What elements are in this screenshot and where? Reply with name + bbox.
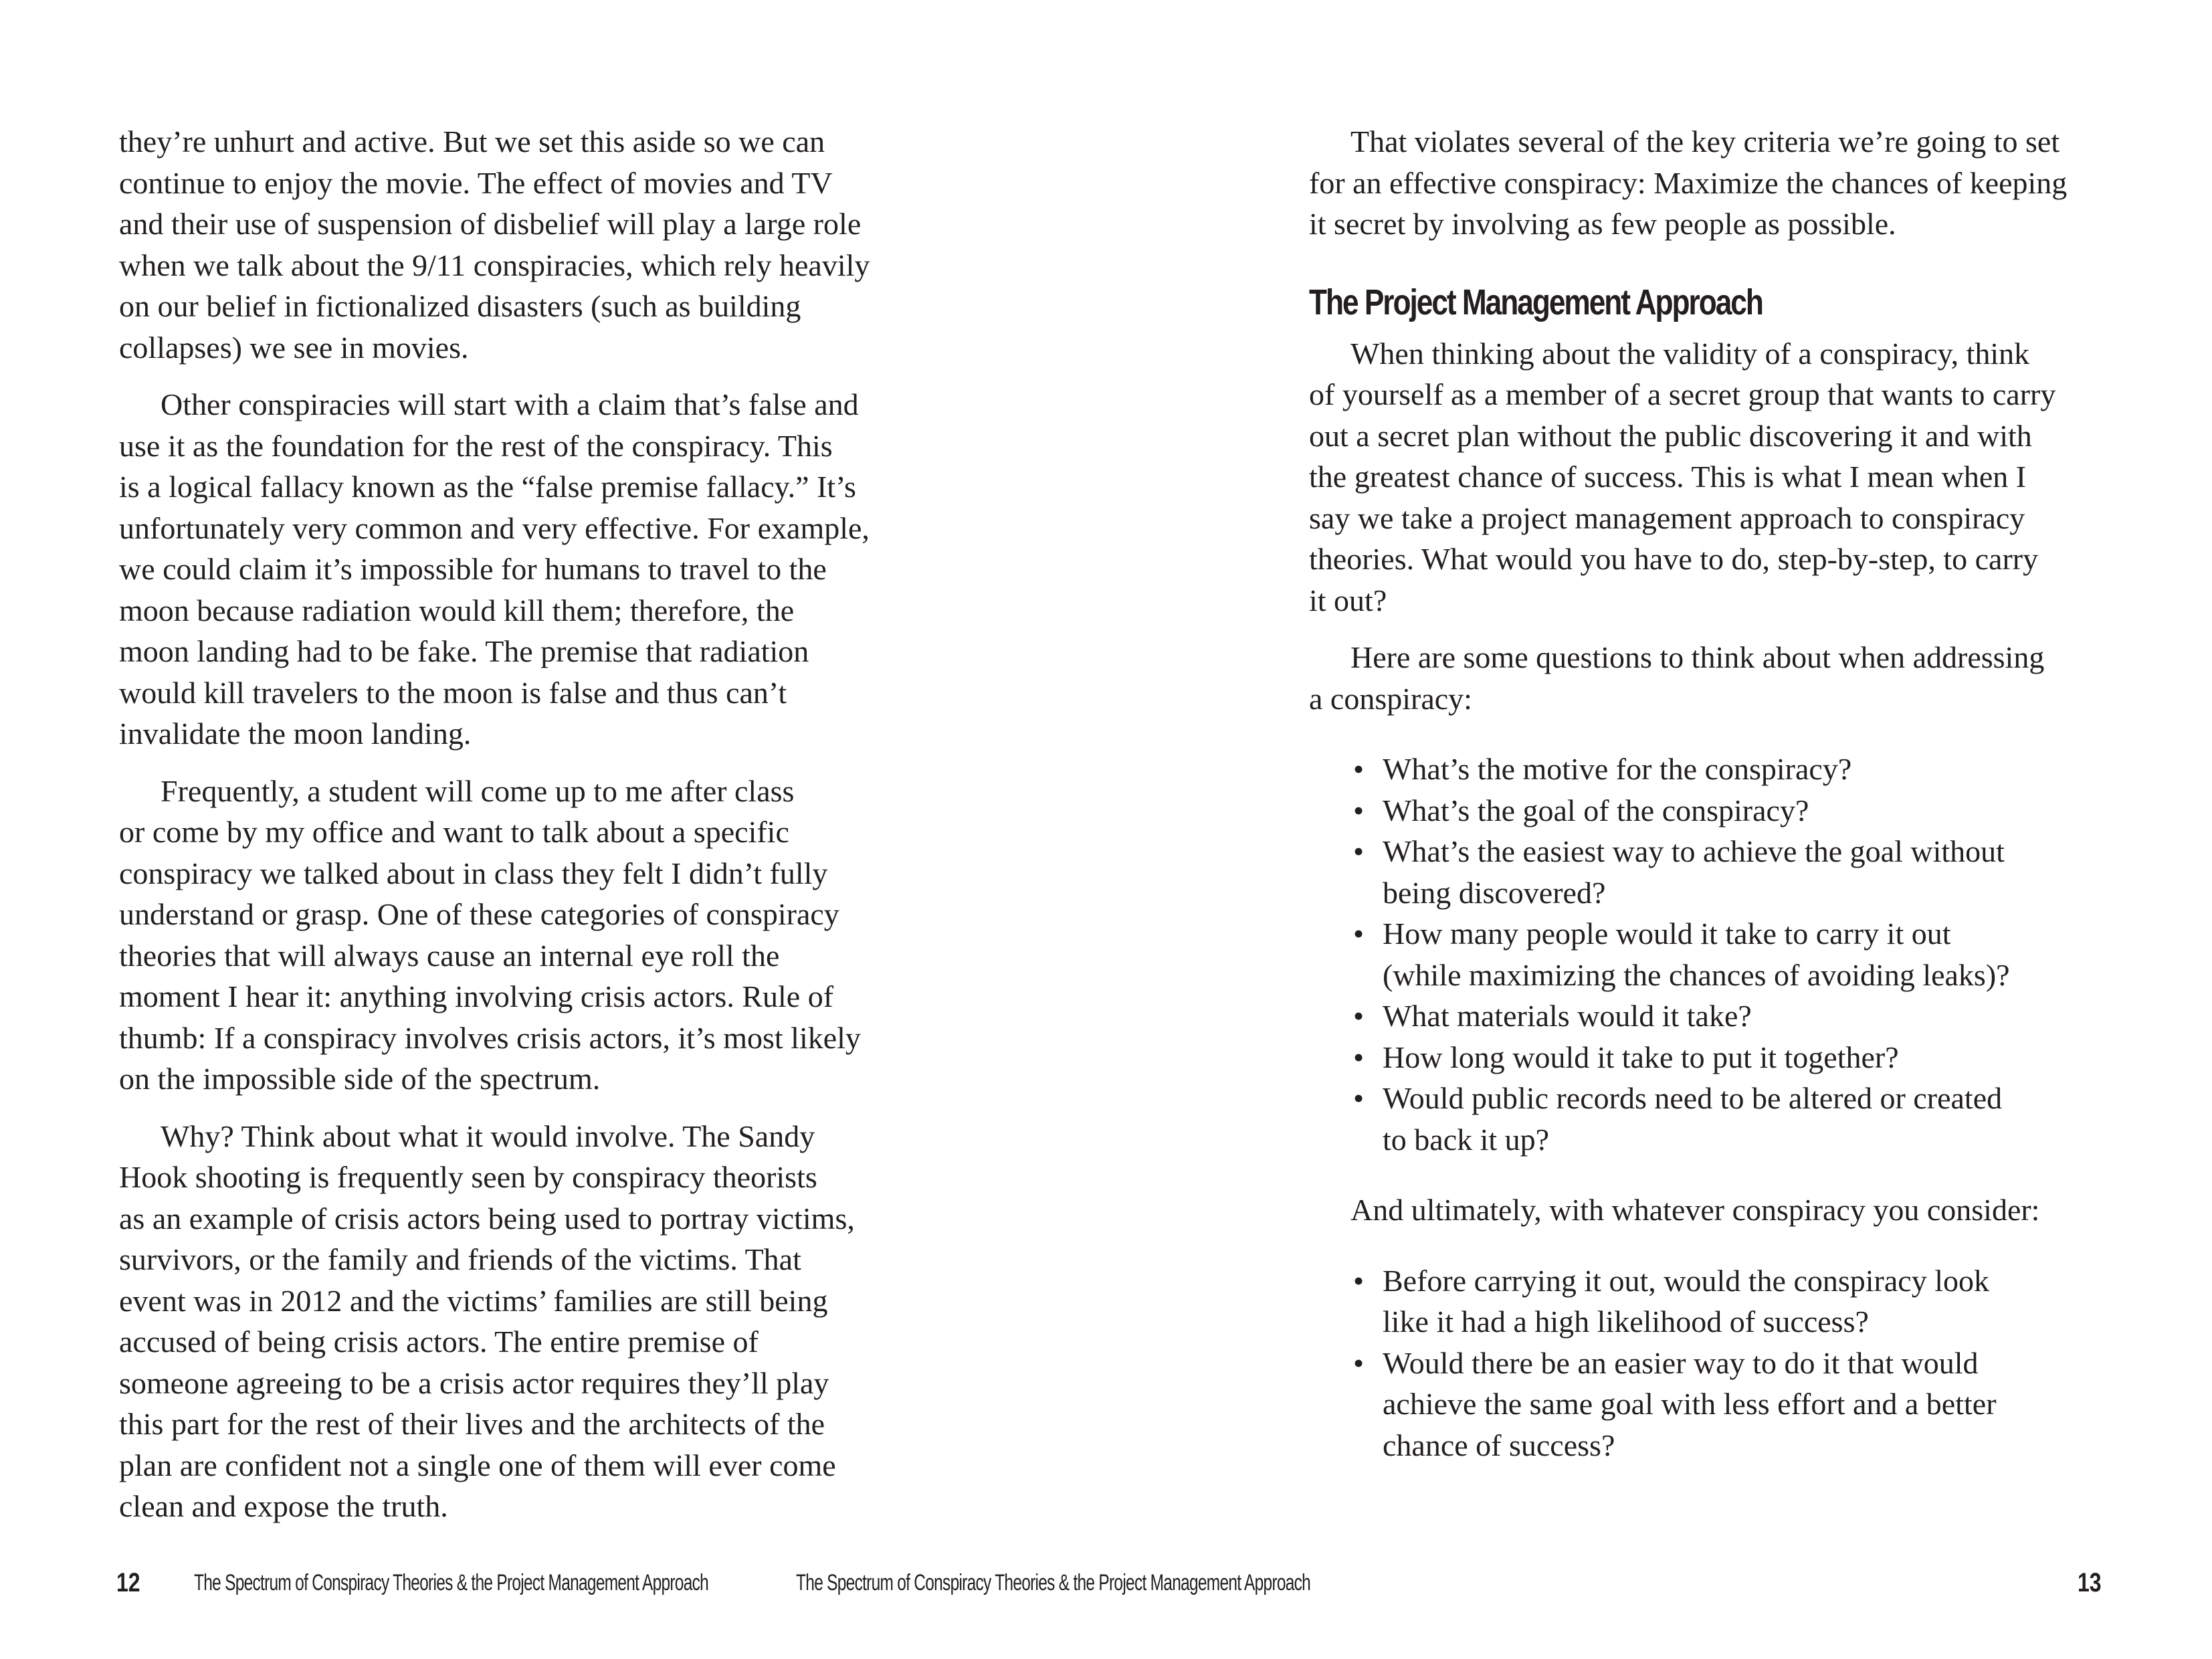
text-line: would kill travelers to the moon is false and thus can’t bbox=[119, 675, 787, 710]
text-line: Would there be an easier way to do it that would bbox=[1383, 1345, 1979, 1380]
text-line: thumb: If a conspiracy involves crisis actors, it’s most likely bbox=[119, 1020, 861, 1055]
paragraph-ultimately bbox=[1309, 1189, 2105, 1231]
text-line: a conspiracy: bbox=[1309, 681, 1472, 716]
text-line: What’s the goal of the conspiracy? bbox=[1383, 793, 1809, 827]
text-line: is a logical fallacy known as the “false premise fallacy.” It’s bbox=[119, 470, 856, 504]
page-number: 12 bbox=[116, 1568, 140, 1597]
text-line: someone agreeing to be a crisis actor requires they’ll play bbox=[119, 1365, 829, 1400]
text-line: and their use of suspension of disbelief will play a large role bbox=[119, 207, 862, 241]
text-line: say we take a project management approach to conspiracy bbox=[1309, 500, 2025, 535]
text-line: unfortunately very common and very effective. For example, bbox=[119, 510, 870, 545]
text-line: collapses) we see in movies. bbox=[119, 330, 469, 365]
paragraph-validity bbox=[1309, 333, 2105, 621]
text-line: moment I hear it: anything involving crisis actors. Rule of bbox=[119, 979, 834, 1013]
list-item bbox=[1350, 1343, 2105, 1466]
bullet-icon: • bbox=[1353, 1040, 1365, 1074]
text-line: Why? Think about what it would involve. The Sandy bbox=[161, 1118, 815, 1153]
text-line: understand or grasp. One of these categories of conspiracy bbox=[119, 897, 839, 931]
list-item bbox=[1350, 1260, 2105, 1343]
bullet-icon: • bbox=[1353, 916, 1365, 951]
text-line: How long would it take to put it together? bbox=[1383, 1040, 1899, 1074]
text-line: on the impossible side of the spectrum. bbox=[119, 1062, 601, 1096]
list-item bbox=[1350, 913, 2105, 995]
bullet-icon: • bbox=[1353, 752, 1365, 786]
text-line: clean and expose the truth. bbox=[119, 1489, 448, 1523]
text-line: they’re unhurt and active. But we set this aside so we can bbox=[119, 124, 825, 159]
text-line: What’s the motive for the conspiracy? bbox=[1383, 752, 1852, 786]
text-line: What’s the easiest way to achieve the goal without bbox=[1383, 834, 2005, 868]
questions-list bbox=[1309, 749, 2105, 1160]
text-line: it out? bbox=[1309, 583, 1387, 617]
text-line: When thinking about the validity of a conspiracy, think bbox=[1350, 336, 2030, 371]
text-line: of yourself as a member of a secret group that wants to carry bbox=[1309, 377, 2056, 411]
bullet-icon: • bbox=[1353, 1345, 1365, 1380]
text-line: Would public records need to be altered or created bbox=[1383, 1081, 2003, 1115]
text-line: use it as the foundation for the rest of the conspiracy. This bbox=[119, 428, 833, 463]
text-line: being discovered? bbox=[1383, 875, 1606, 910]
text-line: achieve the same goal with less effort and a better bbox=[1383, 1387, 1997, 1421]
text-line: when we talk about the 9/11 conspiracies, which rely heavily bbox=[119, 248, 870, 282]
text-line: like it had a high likelihood of success? bbox=[1383, 1304, 1869, 1339]
text-line: invalidate the moon landing. bbox=[119, 716, 472, 751]
text-line: (while maximizing the chances of avoiding leaks)? bbox=[1383, 957, 2010, 992]
text-line: the greatest chance of success. This is what I mean when I bbox=[1309, 460, 2027, 494]
text-line: Hook shooting is frequently seen by conspiracy theorists bbox=[119, 1160, 817, 1194]
text-line: we could claim it’s impossible for humans to travel to the bbox=[119, 552, 827, 586]
left-page-body bbox=[119, 121, 915, 1527]
text-line: as an example of crisis actors being used to portray victims, bbox=[119, 1201, 855, 1236]
bullet-icon: • bbox=[1353, 834, 1365, 868]
bullet-icon: • bbox=[1353, 793, 1365, 827]
text-line: Other conspiracies will start with a claim that’s false and bbox=[161, 387, 859, 421]
final-questions-list bbox=[1309, 1260, 2105, 1466]
text-line: this part for the rest of their lives and the architects of the bbox=[119, 1407, 825, 1441]
right-page bbox=[795, 0, 2212, 1659]
text-line: continue to enjoy the movie. The effect of movies and TV bbox=[119, 165, 833, 200]
text-line: That violates several of the key criteria we’re going to set bbox=[1350, 124, 2060, 159]
paragraph-violates-criteria bbox=[1309, 121, 2105, 245]
text-line: for an effective conspiracy: Maximize the chances of keeping bbox=[1309, 165, 2068, 200]
paragraph-questions-intro bbox=[1309, 637, 2105, 719]
text-line: Frequently, a student will come up to me after class bbox=[161, 773, 795, 808]
bullet-icon: • bbox=[1353, 1263, 1365, 1298]
text-line: Before carrying it out, would the conspiracy look bbox=[1383, 1263, 1989, 1298]
text-line: chance of success? bbox=[1383, 1428, 1615, 1462]
bullet-icon: • bbox=[1353, 1081, 1365, 1115]
text-line: accused of being crisis actors. The entire premise of bbox=[119, 1325, 759, 1359]
text-line: How many people would it take to carry it out bbox=[1383, 916, 1951, 951]
paragraph-false-premise bbox=[119, 384, 915, 755]
running-head: The Spectrum of Conspiracy Theories & the Project Management Approach bbox=[795, 1570, 1310, 1595]
paragraph-crisis-actors bbox=[119, 771, 915, 1100]
list-item bbox=[1350, 831, 2105, 913]
text-line: plan are confident not a single one of them will ever come bbox=[119, 1448, 836, 1482]
list-item bbox=[1350, 1078, 2105, 1160]
text-line: moon landing had to be fake. The premise that radiation bbox=[119, 634, 809, 668]
right-page-footer bbox=[795, 1563, 2212, 1603]
right-page-body bbox=[1309, 121, 2105, 1466]
list-item bbox=[1350, 995, 2105, 1037]
list-item bbox=[1350, 790, 2105, 832]
list-item bbox=[1350, 1037, 2105, 1078]
text-line: theories. What would you have to do, step-by-step, to carry bbox=[1309, 542, 2039, 576]
running-head: The Spectrum of Conspiracy Theories & the Project Management Approach bbox=[194, 1570, 709, 1595]
text-line: moon because radiation would kill them; therefore, the bbox=[119, 593, 795, 627]
page-number: 13 bbox=[2078, 1568, 2102, 1597]
list-item bbox=[1350, 749, 2105, 790]
text-line: event was in 2012 and the victims’ families are still being bbox=[119, 1283, 828, 1318]
text-line: to back it up? bbox=[1383, 1122, 1550, 1157]
text-line: it secret by involving as few people as possible. bbox=[1309, 207, 1896, 241]
text-line: survivors, or the family and friends of the victims. That bbox=[119, 1242, 801, 1276]
paragraph-movies bbox=[119, 121, 915, 368]
text-line: out a secret plan without the public discovering it and with bbox=[1309, 418, 2032, 453]
text-line: on our belief in fictionalized disasters (such as building bbox=[119, 289, 801, 323]
text-line: or come by my office and want to talk about a specific bbox=[119, 815, 789, 849]
paragraph-sandy-hook bbox=[119, 1116, 915, 1527]
section-heading: The Project Management Approach bbox=[1309, 282, 1763, 322]
text-line: And ultimately, with whatever conspiracy you consider: bbox=[1350, 1193, 2040, 1227]
text-line: conspiracy we talked about in class they felt I didn’t fully bbox=[119, 856, 828, 890]
bullet-icon: • bbox=[1353, 999, 1365, 1033]
text-line: What materials would it take? bbox=[1383, 999, 1752, 1033]
text-line: Here are some questions to think about when addressing bbox=[1350, 640, 2045, 674]
text-line: theories that will always cause an internal eye roll the bbox=[119, 938, 780, 973]
